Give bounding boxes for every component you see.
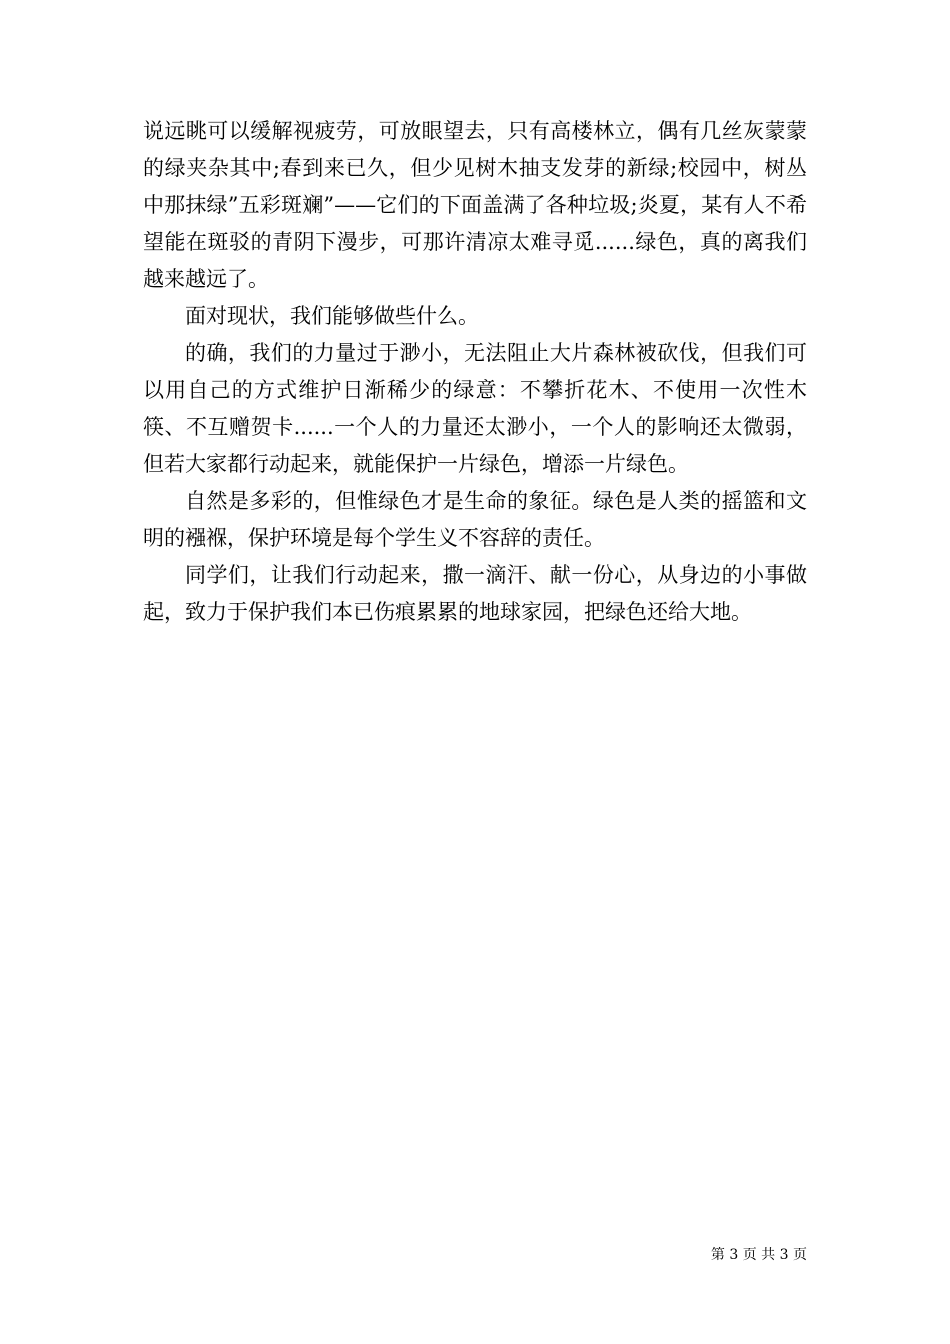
paragraph-5: 同学们，让我们行动起来，撒一滴汗、献一份心，从身边的小事做起，致力于保护我们本已伤痕累累的地球家园，把绿色还给大地。 — [143, 563, 807, 624]
paragraph-1: 说远眺可以缓解视疲劳，可放眼望去，只有高楼林立，偶有几丝灰蒙蒙的绿夹杂其中;春到来已久，但少见树木抽支发芽的新绿;校园中，树丛中那抹绿”五彩斑斓”——它们的下面盖满了各种垃圾;炎夏，某有人不希望能在斑驳的青阴下漫步，可那许清凉太难寻觅......绿色，真的离我们越来越远了。 — [143, 119, 807, 291]
paragraph-2: 面对现状，我们能够做些什么。 — [185, 304, 479, 328]
paragraph-3: 的确，我们的力量过于渺小，无法阻止大片森林被砍伐，但我们可以用自己的方式维护日渐稀少的绿意：不攀折花木、不使用一次性木筷、不互赠贺卡......一个人的力量还太渺小，一个人的影响还太微弱，但若大家都行动起来，就能保护一片绿色，增添一片绿色。 — [143, 341, 807, 476]
page-number: 第 3 页 共 3 页 — [710, 1247, 807, 1263]
paragraph-4: 自然是多彩的，但惟绿色才是生命的象征。绿色是人类的摇篮和文明的襁褓，保护环境是每个学生义不容辞的责任。 — [143, 489, 807, 550]
document-body — [143, 113, 807, 631]
